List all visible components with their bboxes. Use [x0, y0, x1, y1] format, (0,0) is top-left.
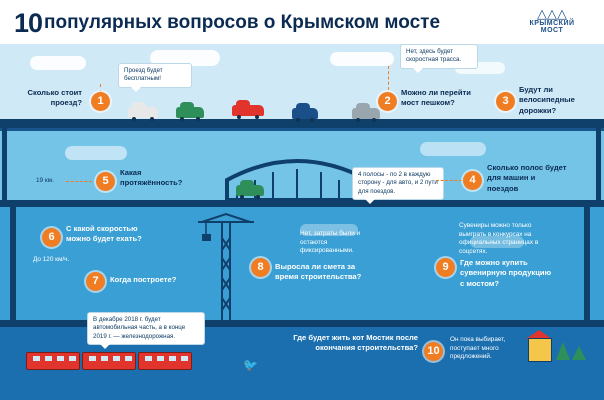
- connector-2: [388, 66, 389, 90]
- header-number: 10: [14, 8, 43, 38]
- car-icon: [292, 108, 318, 119]
- page-title: популярных вопросов о Крымском мосте: [44, 12, 441, 33]
- question-10: Где будет жить кот Мостик после окончания строительства?: [293, 333, 418, 353]
- bridge-pylon: [2, 128, 7, 202]
- answer-callout-7: В декабре 2018 г. будет автомобильная часть, а в конце 2019 г. — железнодорожная.: [87, 312, 205, 345]
- question-4: Сколько полос будет для машин и поездов: [487, 163, 567, 193]
- lower-deck: [0, 200, 604, 207]
- question-8: Выросла ли смета за время строительства?: [275, 262, 362, 282]
- answer-5: 19 км.: [36, 177, 54, 184]
- connector-4: [436, 180, 462, 181]
- question-9: Где можно купить сувенирную продукцию с мостом?: [460, 258, 552, 288]
- bridge-pylon: [584, 207, 590, 321]
- cloud-icon: [330, 52, 394, 66]
- question-1: Сколько стоит проезд?: [27, 88, 82, 108]
- marker-9[interactable]: 9: [436, 258, 455, 277]
- marker-8[interactable]: 8: [251, 258, 270, 277]
- marker-2[interactable]: 2: [378, 92, 397, 111]
- question-6: С какой скоростью можно будет ехать?: [66, 224, 142, 244]
- marker-7[interactable]: 7: [86, 272, 105, 291]
- duck-icon: 🐦: [243, 358, 258, 372]
- question-2: Можно ли перейти мост пешком?: [401, 88, 471, 108]
- cloud-icon: [65, 146, 127, 160]
- marker-1[interactable]: 1: [91, 92, 110, 111]
- marker-3[interactable]: 3: [496, 92, 515, 111]
- logo-line1: КРЫМСКИЙ: [529, 20, 575, 27]
- cloud-icon: [420, 142, 486, 156]
- car-icon: [236, 185, 264, 196]
- logo: [514, 8, 590, 38]
- question-5: Какая протяжённость?: [120, 168, 183, 188]
- marker-5[interactable]: 5: [96, 172, 115, 191]
- question-7: Когда построете?: [110, 275, 177, 284]
- answer-8: Нет, затраты были и остаются фиксированными.: [300, 230, 361, 255]
- car-icon: [176, 107, 204, 118]
- marker-10[interactable]: 10: [424, 342, 443, 361]
- header: [0, 0, 604, 44]
- car-icon: [128, 107, 158, 118]
- answer-9: Сувениры можно только выиграть в конкурсах на официальных страницах в соцсетях.: [459, 222, 539, 255]
- answer-callout-1: Проезд будет бесплатным!: [118, 63, 192, 88]
- answer-callout-2: Нет, здесь будет скоростная трасса.: [400, 44, 478, 69]
- crane-icon: [196, 212, 256, 324]
- answer-callout-4: 4 полосы - по 2 в каждую сторону - для авто, и 2 пути для поездов.: [352, 167, 444, 200]
- road-deck: [0, 119, 604, 128]
- connector-5: [66, 181, 92, 182]
- answer-6: До 120 км/ч.: [33, 256, 70, 263]
- tree-icon: [556, 342, 570, 360]
- answer-10: Он пока выбирает, поступает много предложений.: [450, 336, 506, 361]
- question-3: Будут ли велосипедные дорожки?: [519, 85, 575, 115]
- house-icon: [528, 338, 552, 362]
- car-icon: [232, 105, 264, 116]
- tree-icon: [572, 346, 586, 360]
- marker-4[interactable]: 4: [463, 171, 482, 190]
- cloud-icon: [30, 56, 86, 70]
- road-deck-shadow: [0, 128, 604, 131]
- logo-line2: МОСТ: [540, 27, 564, 34]
- bridge-icon: △△△: [537, 6, 567, 21]
- bridge-pylon: [10, 207, 16, 321]
- car-icon: [352, 108, 380, 119]
- marker-6[interactable]: 6: [42, 228, 61, 247]
- bridge-pylon: [596, 128, 601, 202]
